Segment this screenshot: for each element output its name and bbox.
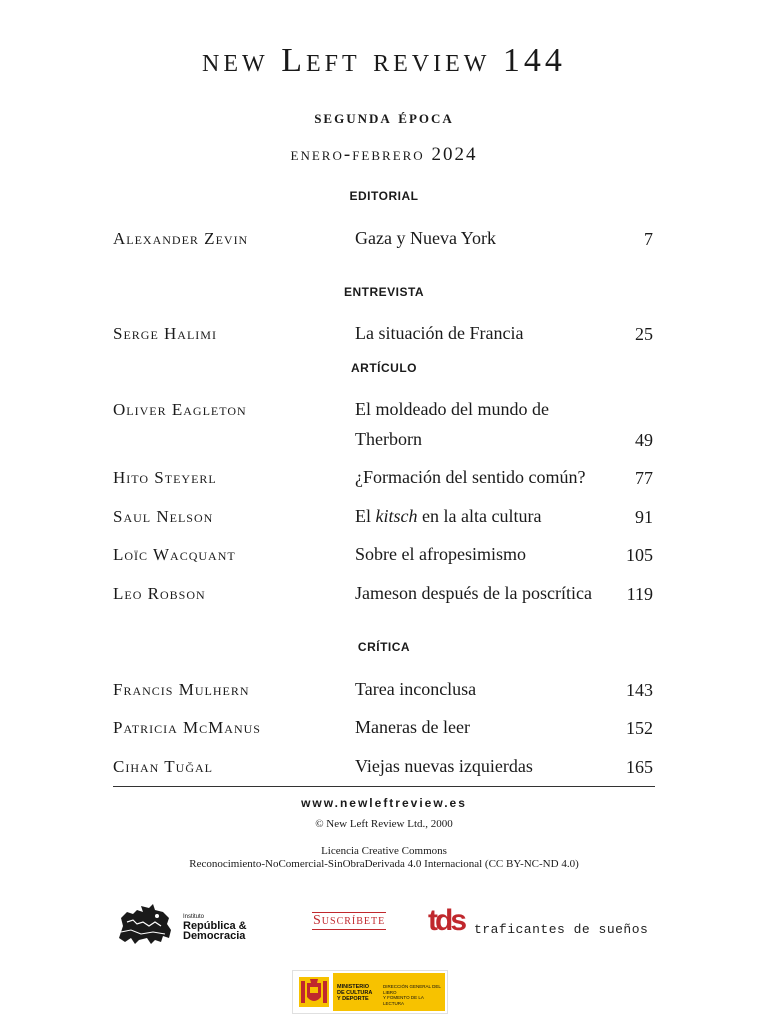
ird-logo-text (183, 914, 247, 941)
toc-title-part: en la alta cultura (417, 506, 542, 526)
toc-entry[interactable] (113, 584, 653, 610)
toc-author: Oliver Eagleton (113, 400, 247, 419)
toc-title[interactable]: Maneras de leer (355, 717, 470, 737)
traficantes-name: traficantes de sueños (474, 922, 649, 937)
license-detail[interactable]: Reconocimiento-NoComercial-SinObraDerivada 4.0 Internacional (CC BY-NC-ND 4.0) (189, 858, 579, 870)
section-heading-entrevista: ENTREVISTA (343, 285, 425, 299)
coat-of-arms-icon (297, 975, 331, 1009)
toc-title[interactable]: ¿Formación del sentido común? (355, 467, 586, 487)
toc-entry[interactable] (113, 229, 653, 255)
toc-page: 105 (626, 545, 653, 565)
journal-subtitle: segunda época (314, 107, 454, 127)
toc-entry[interactable] (113, 324, 653, 350)
toc-title[interactable] (355, 501, 610, 531)
footer-divider (113, 786, 655, 787)
subscribe-link[interactable]: Suscríbete (313, 913, 386, 928)
toc-title[interactable]: Sobre el afropesimismo (355, 544, 526, 564)
toc-entry[interactable] (113, 718, 653, 744)
direction-name (383, 984, 445, 1006)
toc-title[interactable]: Viejas nuevas izquierdas (355, 756, 533, 776)
toc-author: Cihan Tuğal (113, 757, 213, 776)
toc-entry[interactable] (113, 400, 653, 456)
copyright-notice: © New Left Review Ltd., 2000 (315, 818, 453, 830)
toc-page: 77 (635, 468, 653, 488)
ministry-line3: Y DEPORTE (337, 996, 369, 1002)
direction-line1: DIRECCIÓN GENERAL DEL LIBRO (383, 984, 441, 995)
ird-logo-line1: República & (183, 920, 247, 932)
traficantes-logo[interactable] (428, 904, 668, 944)
direction-line2: Y FOMENTO DE LA LECTURA (383, 995, 424, 1006)
ird-logo-line2: Democracia (183, 930, 246, 942)
website-link[interactable]: www.newleftreview.es (301, 796, 467, 810)
toc-title[interactable]: Tarea inconclusa (355, 679, 477, 699)
section-heading-editorial: EDITORIAL (349, 189, 419, 203)
toc-page: 25 (635, 324, 653, 344)
toc-entry[interactable] (113, 545, 653, 571)
toc-title-italic: kitsch (375, 506, 418, 526)
lion-emblem-icon (113, 902, 177, 946)
ministry-label-box (333, 973, 445, 1011)
toc-page: 165 (626, 757, 653, 777)
toc-page: 49 (635, 430, 653, 450)
toc-page: 152 (626, 718, 653, 738)
toc-entry[interactable] (113, 507, 653, 533)
journal-title: new Left review 144 (202, 42, 566, 79)
toc-entry[interactable] (113, 680, 653, 706)
toc-title[interactable]: El moldeado del mundo de Therborn (355, 399, 549, 449)
toc-author: Francis Mulhern (113, 680, 250, 699)
toc-title[interactable]: Gaza y Nueva York (355, 228, 496, 248)
toc-title-part: El (355, 506, 376, 526)
ministry-logo[interactable] (292, 970, 448, 1014)
toc-author: Serge Halimi (113, 324, 217, 343)
ministry-line1: MINISTERIO (337, 984, 370, 990)
toc-author: Leo Robson (113, 584, 206, 603)
section-heading-articulo: ARTÍCULO (351, 361, 417, 375)
section-heading-critica: CRÍTICA (357, 640, 411, 654)
issue-date: enero-febrero 2024 (290, 144, 478, 165)
tds-mark-icon: tds (428, 904, 464, 937)
toc-entry[interactable] (113, 757, 653, 783)
ministry-line2: DE CULTURA (337, 990, 373, 996)
toc-author: Saul Nelson (113, 507, 214, 526)
toc-page: 119 (626, 584, 653, 604)
toc-title[interactable]: Jameson después de la poscrítica (355, 583, 592, 603)
toc-author: Loïc Wacquant (113, 545, 236, 564)
toc-page: 143 (626, 680, 653, 700)
toc-author: Patricia McManus (113, 718, 261, 737)
toc-author: Alexander Zevin (113, 229, 249, 248)
toc-title[interactable]: La situación de Francia (355, 323, 524, 343)
ird-logo-small: Instituto (183, 914, 205, 920)
ird-logo[interactable] (113, 902, 253, 946)
toc-entry[interactable] (113, 468, 653, 494)
toc-page: 91 (635, 507, 653, 527)
toc-author: Hito Steyerl (113, 468, 217, 487)
license-title[interactable]: Licencia Creative Commons (321, 845, 447, 857)
ministry-name (337, 984, 372, 1002)
toc-page: 7 (644, 229, 653, 249)
